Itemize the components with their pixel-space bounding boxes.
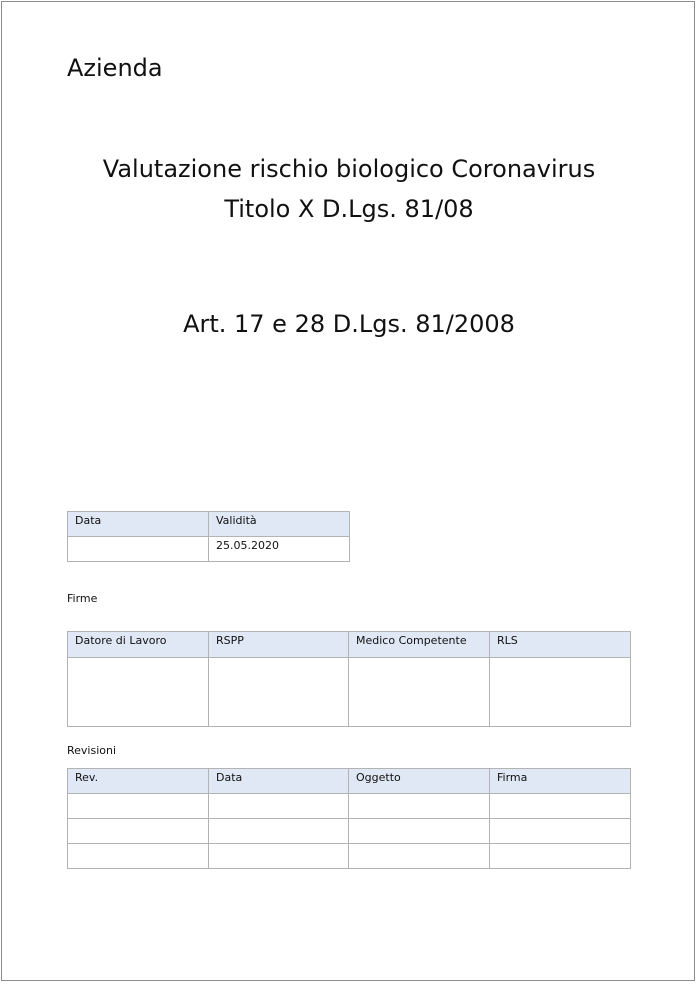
revision-cell [349, 794, 490, 819]
table-row [68, 844, 631, 869]
revision-header-date: Data [209, 769, 349, 794]
revision-cell [209, 844, 349, 869]
revisions-table [67, 768, 631, 869]
signatures-label: Firme [67, 592, 98, 605]
signature-header-doctor: Medico Competente [349, 632, 490, 658]
revision-cell [490, 819, 631, 844]
revision-cell [68, 844, 209, 869]
revision-header-rev: Rev. [68, 769, 209, 794]
revision-cell [349, 819, 490, 844]
revision-header-subject: Oggetto [349, 769, 490, 794]
validity-header-date: Data [68, 512, 209, 537]
document-title-line-2: Titolo X D.Lgs. 81/08 [224, 195, 474, 223]
validity-date-cell [68, 537, 209, 562]
validity-table [67, 511, 350, 562]
signature-cell-rspp [209, 658, 349, 727]
signature-cell-rls [490, 658, 631, 727]
revision-cell [68, 794, 209, 819]
revision-cell [349, 844, 490, 869]
revision-cell [490, 794, 631, 819]
signature-header-rls: RLS [490, 632, 631, 658]
signatures-header-row [68, 632, 631, 658]
revision-cell [209, 819, 349, 844]
validity-value-cell: 25.05.2020 [209, 537, 350, 562]
validity-value-row [68, 537, 350, 562]
document-title-line-1: Valutazione rischio biologico Coronavirus [102, 155, 596, 183]
table-row [68, 794, 631, 819]
table-row [68, 819, 631, 844]
revision-header-signature: Firma [490, 769, 631, 794]
revision-cell [68, 819, 209, 844]
document-subtitle: Art. 17 e 28 D.Lgs. 81/2008 [183, 310, 515, 338]
signature-cell-doctor [349, 658, 490, 727]
revisions-label: Revisioni [67, 744, 117, 757]
validity-header-validity: Validità [209, 512, 350, 537]
signature-cell-employer [68, 658, 209, 727]
signature-header-rspp: RSPP [209, 632, 349, 658]
revision-cell [209, 794, 349, 819]
revisions-header-row [68, 769, 631, 794]
validity-header-row [68, 512, 350, 537]
signatures-row [68, 658, 631, 727]
signature-header-employer: Datore di Lavoro [68, 632, 209, 658]
signatures-table [67, 631, 631, 727]
company-name: Azienda [67, 54, 163, 82]
revision-cell [490, 844, 631, 869]
